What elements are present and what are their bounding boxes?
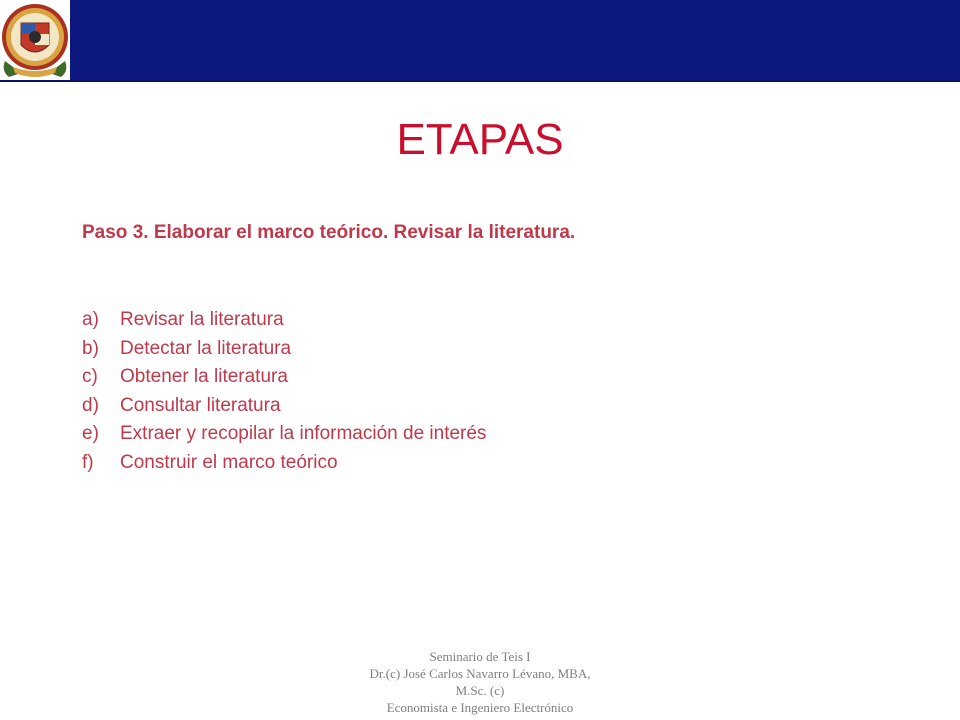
list-item-text: Obtener la literatura [120,366,288,388]
list-item-text: Extraer y recopilar la información de interés [120,423,487,445]
list-marker: d) [82,394,99,416]
list-marker: f) [82,451,94,473]
list-marker: e) [82,423,99,445]
list-item [82,306,486,335]
list-item [82,420,486,449]
header-bar [0,0,960,82]
list-item [82,335,486,364]
step-subtitle: Paso 3. Elaborar el marco teórico. Revisar la literatura. [82,222,576,243]
slide-title: ETAPAS [396,115,564,164]
university-seal-icon [1,1,69,79]
list-item [82,449,486,478]
footer-line: Seminario de Teis I [429,649,531,664]
list-item-text: Revisar la literatura [120,309,284,330]
footer-credits [280,648,680,716]
list-marker: c) [82,366,98,388]
footer-line: M.Sc. (c) [455,683,505,698]
list-item [82,392,486,421]
list-item-text: Consultar literatura [120,394,281,416]
university-logo [0,0,70,80]
steps-list [82,306,486,478]
list-item-text: Construir el marco teórico [120,451,338,473]
footer-line: Economista e Ingeniero Electrónico [386,700,574,715]
list-item-text: Detectar la literatura [120,337,292,359]
list-marker: b) [82,337,99,359]
footer-line: Dr.(c) José Carlos Navarro Lévano, MBA, [369,666,591,681]
list-item [82,363,486,392]
list-marker: a) [82,309,99,330]
